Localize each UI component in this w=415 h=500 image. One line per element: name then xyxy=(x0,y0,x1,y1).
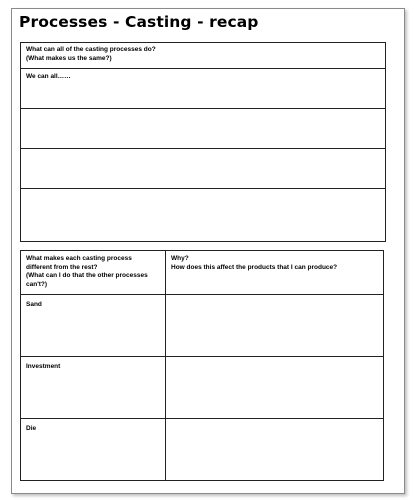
answer-row-1[interactable] xyxy=(21,69,385,109)
differences-table xyxy=(20,250,384,481)
process-answer-sand[interactable] xyxy=(166,295,383,356)
answer-row-4[interactable] xyxy=(21,189,385,241)
process-row-die xyxy=(21,419,383,480)
page-title: Processes - Casting - recap xyxy=(19,13,259,31)
similarities-table xyxy=(20,42,386,242)
differences-question: What makes each casting process different from the rest? (What can I do that the other processes can't?) xyxy=(21,251,166,294)
similarities-question xyxy=(21,43,385,69)
process-answer-investment[interactable] xyxy=(166,357,383,418)
answer-row-2[interactable] xyxy=(21,109,385,149)
answer-row-3[interactable] xyxy=(21,149,385,189)
process-row-sand xyxy=(21,295,383,357)
differences-header-row xyxy=(21,251,383,295)
worksheet-page xyxy=(11,8,405,494)
similarities-question-line1: What can all of the casting processes do? xyxy=(26,46,156,53)
why-question: Why? How does this affect the products that I can produce? xyxy=(171,255,338,271)
process-label-die[interactable]: Die xyxy=(21,419,166,480)
process-row-investment xyxy=(21,357,383,419)
process-answer-die[interactable] xyxy=(166,419,383,480)
process-label-investment[interactable]: Investment xyxy=(21,357,166,418)
answer-prompt: We can all…… xyxy=(26,73,71,80)
similarities-question-line2: (What makes us the same?) xyxy=(26,54,112,62)
process-label-sand[interactable]: Sand xyxy=(21,295,166,356)
